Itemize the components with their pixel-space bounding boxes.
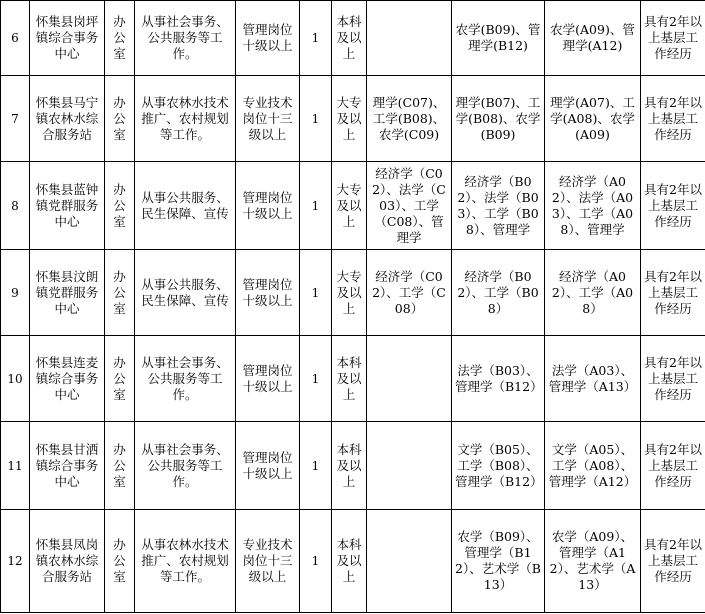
hire-count: 1 bbox=[300, 250, 332, 336]
hire-count: 1 bbox=[300, 1, 332, 76]
job-duty: 从事公共服务、民生保障、宣传 bbox=[135, 250, 236, 336]
department: 办公室 bbox=[105, 162, 135, 250]
education: 大专及以上 bbox=[332, 162, 367, 250]
row-number: 8 bbox=[1, 162, 30, 250]
major-graduate: 农学(A09)、管理学(A12) bbox=[545, 1, 641, 76]
education: 本科及以上 bbox=[332, 336, 367, 422]
other-requirement: 具有2年以上基层工作经历 bbox=[641, 336, 705, 422]
job-duty: 从事社会事务、公共服务等工作。 bbox=[135, 1, 236, 76]
education: 本科及以上 bbox=[332, 422, 367, 510]
table-row bbox=[1, 510, 705, 613]
table-row bbox=[1, 422, 705, 510]
post-level: 专业技术岗位十三级以上 bbox=[236, 76, 300, 162]
department: 办公室 bbox=[105, 422, 135, 510]
job-duty: 从事社会事务、公共服务等工作。 bbox=[135, 336, 236, 422]
unit-name: 怀集县甘洒镇综合事务中心 bbox=[30, 422, 105, 510]
education: 本科及以上 bbox=[332, 510, 367, 613]
post-level: 管理岗位十级以上 bbox=[236, 250, 300, 336]
job-duty: 从事社会事务、公共服务等工作。 bbox=[135, 422, 236, 510]
unit-name: 怀集县连麦镇综合事务中心 bbox=[30, 336, 105, 422]
unit-name: 怀集县凤岗镇农林水综合服务站 bbox=[30, 510, 105, 613]
department: 办公室 bbox=[105, 336, 135, 422]
major-college: 理学(C07)、工学(B08)、农学(C09) bbox=[367, 76, 452, 162]
other-requirement: 具有2年以上基层工作经历 bbox=[641, 1, 705, 76]
major-bachelor: 法学（B03）、管理学（B12） bbox=[452, 336, 545, 422]
row-number: 6 bbox=[1, 1, 30, 76]
hire-count: 1 bbox=[300, 336, 332, 422]
hire-count: 1 bbox=[300, 422, 332, 510]
table-body bbox=[1, 1, 705, 613]
major-college bbox=[367, 1, 452, 76]
major-bachelor bbox=[452, 162, 545, 250]
major-bachelor: 农学(B09)、管理学(B12) bbox=[452, 1, 545, 76]
other-requirement: 具有2年以上基层工作经历 bbox=[641, 250, 705, 336]
major-graduate: 经济学（A02）、工学（A08） bbox=[545, 250, 641, 336]
department: 办公室 bbox=[105, 76, 135, 162]
post-level: 专业技术岗位十三级以上 bbox=[236, 510, 300, 613]
row-number: 10 bbox=[1, 336, 30, 422]
department: 办公室 bbox=[105, 510, 135, 613]
education: 大专及以上 bbox=[332, 76, 367, 162]
hire-count: 1 bbox=[300, 510, 332, 613]
major-graduate: 理学(A07)、工学(A08)、农学(A09) bbox=[545, 76, 641, 162]
education: 本科及以上 bbox=[332, 1, 367, 76]
education: 大专及以上 bbox=[332, 250, 367, 336]
major-bachelor: 文学（B05）、工学（B08）、管理学（B12） bbox=[452, 422, 545, 510]
table-row bbox=[1, 1, 705, 76]
major-bachelor-text: 经济学（B02）、法学（B03）、工学（B08）、管理学 bbox=[457, 173, 539, 237]
post-level: 管理岗位十级以上 bbox=[236, 1, 300, 76]
other-requirement: 具有2年以上基层工作经历 bbox=[641, 510, 705, 613]
other-requirement: 具有2年以上基层工作经历 bbox=[641, 422, 705, 510]
major-college bbox=[367, 336, 452, 422]
major-bachelor: 农学（B09）、管理学（B12）、艺术学（B13） bbox=[452, 510, 545, 613]
other-requirement: 具有2年以上基层工作经历 bbox=[641, 162, 705, 250]
unit-name: 怀集县汶朗镇党群服务中心 bbox=[30, 250, 105, 336]
major-college-text: 经济学（C02）、法学（C03）、工学（C08）、管理学 bbox=[372, 165, 446, 245]
unit-name: 怀集县蓝钟镇党群服务中心 bbox=[30, 162, 105, 250]
row-number: 12 bbox=[1, 510, 30, 613]
hire-count: 1 bbox=[300, 76, 332, 162]
major-college bbox=[367, 162, 452, 250]
table-row bbox=[1, 250, 705, 336]
row-number: 11 bbox=[1, 422, 30, 510]
table-row bbox=[1, 336, 705, 422]
hire-count: 1 bbox=[300, 162, 332, 250]
major-graduate: 法学（A03）、管理学（A13） bbox=[545, 336, 641, 422]
unit-name: 怀集县马宁镇农林水综合服务站 bbox=[30, 76, 105, 162]
row-number: 9 bbox=[1, 250, 30, 336]
post-level: 管理岗位十级以上 bbox=[236, 162, 300, 250]
job-duty: 从事农林水技术推广、农村规划等工作。 bbox=[135, 76, 236, 162]
major-bachelor: 经济学（B02）、工学（B08） bbox=[452, 250, 545, 336]
job-duty: 从事公共服务、民生保障、宣传 bbox=[135, 162, 236, 250]
post-level: 管理岗位十级以上 bbox=[236, 336, 300, 422]
major-college: 经济学（C02）、工学（C08） bbox=[367, 250, 452, 336]
department: 办公室 bbox=[105, 250, 135, 336]
other-requirement: 具有2年以上基层工作经历 bbox=[641, 76, 705, 162]
job-duty: 从事农林水技术推广、农村规划等工作。 bbox=[135, 510, 236, 613]
major-college bbox=[367, 510, 452, 613]
post-level: 管理岗位十级以上 bbox=[236, 422, 300, 510]
major-graduate-text: 经济学（A02）、法学（A03）、工学（A08）、管理学 bbox=[551, 173, 634, 237]
major-college bbox=[367, 422, 452, 510]
department: 办公室 bbox=[105, 1, 135, 76]
row-number: 7 bbox=[1, 76, 30, 162]
table-row bbox=[1, 76, 705, 162]
unit-name: 怀集县岗坪镇综合事务中心 bbox=[30, 1, 105, 76]
major-bachelor: 理学(B07)、工学(B08)、农学(B09) bbox=[452, 76, 545, 162]
major-graduate: 文学（A05）、工学（A08）、管理学（A12） bbox=[545, 422, 641, 510]
table-row bbox=[1, 162, 705, 250]
major-graduate bbox=[545, 162, 641, 250]
major-graduate: 农学（A09）、管理学（A12）、艺术学（A13） bbox=[545, 510, 641, 613]
